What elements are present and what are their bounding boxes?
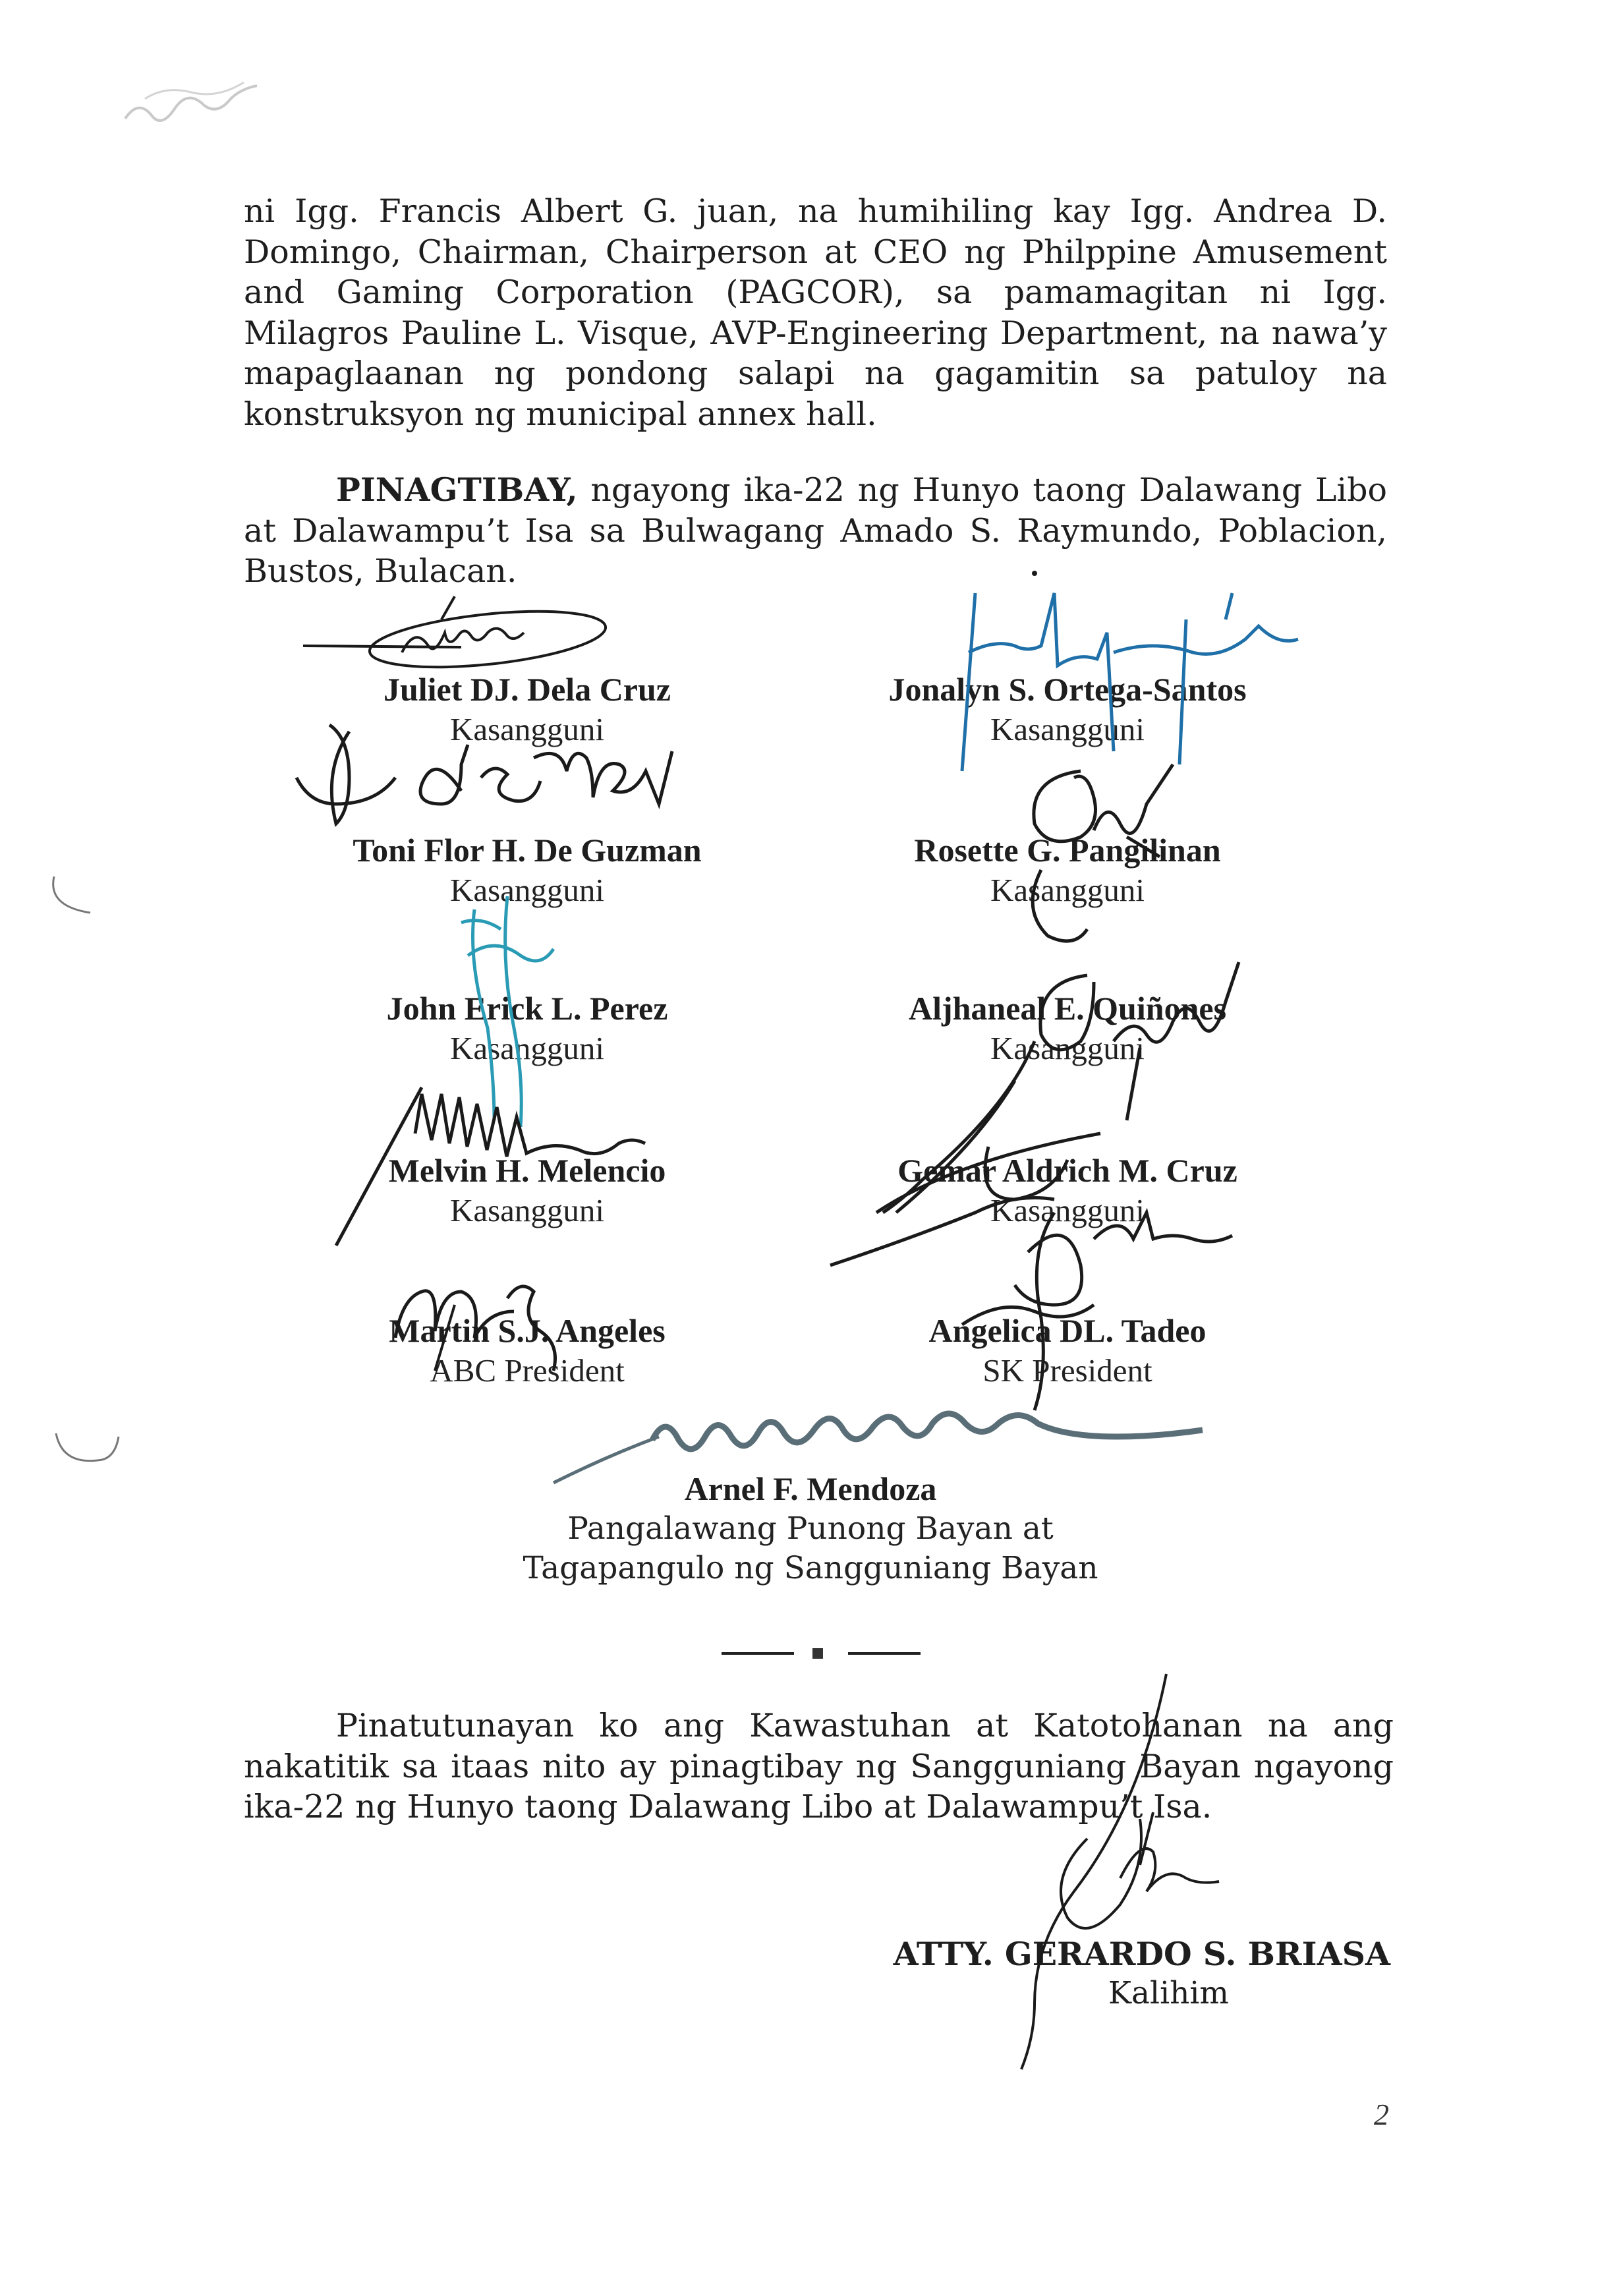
signatory-title: Kasangguni [449, 1030, 605, 1066]
signatory-title: SK President [982, 1352, 1152, 1389]
section-divider [715, 1643, 926, 1663]
binder-hole-mark [46, 870, 99, 923]
page-number: 2 [1374, 2098, 1389, 2131]
secretary-title: Kalihim [1108, 1975, 1229, 2011]
signatory-title: Kasangguni [449, 1192, 605, 1228]
signatory-name: Angelica DL. Tadeo [928, 1312, 1207, 1349]
signatory-name: Jonalyn S. Ortega-Santos [888, 671, 1247, 708]
certification-paragraph [244, 1706, 1394, 1827]
signatory-title: Kasangguni [990, 1192, 1145, 1228]
binder-hole-mark [49, 1427, 128, 1479]
presiding-officer-title-line1: Pangalawang Punong Bayan at [567, 1510, 1054, 1547]
pencil-scribble-mark [99, 59, 336, 152]
approval-text: ngayong ika-22 ng Hunyo taong Dalawang Libo at Dalawampu’t Isa sa Bulwagang Amado S. Raymundo, Poblacion, Bustos, Bulacan. [244, 471, 1387, 590]
signatory-block [771, 988, 1364, 1068]
signatory-block [231, 669, 824, 749]
signatory-block [771, 830, 1364, 910]
signatory-title: Kasangguni [449, 711, 605, 747]
secretary-block [758, 1934, 1390, 2013]
signatory-name: Melvin H. Melencio [388, 1152, 666, 1189]
signatory-name: Rosette G. Pangilinan [914, 832, 1221, 869]
signatory-name: Martin S.J. Angeles [389, 1312, 666, 1349]
signatory-block [231, 1310, 824, 1391]
secretary-name: ATTY. GERARDO S. BRIASA [893, 1935, 1390, 1973]
signatory-title: Kasangguni [990, 711, 1145, 747]
signatory-block [771, 1150, 1364, 1230]
signatory-name: Aljhaneal E. Quiñones [908, 990, 1227, 1027]
signatory-title: Kasangguni [990, 872, 1145, 908]
approval-paragraph [244, 470, 1387, 592]
signatory-title: Kasangguni [449, 872, 605, 908]
signatory-title: ABC President [430, 1352, 625, 1389]
signatory-name: Toni Flor H. De Guzman [353, 832, 702, 869]
signatory-block [231, 830, 824, 910]
divider-square [812, 1648, 823, 1659]
approved-label: PINAGTIBAY, [336, 471, 578, 509]
signatory-name: Juliet DJ. Dela Cruz [383, 671, 671, 708]
signatory-name: John Erick L. Perez [386, 990, 668, 1027]
presiding-officer-block [514, 1468, 1107, 1588]
signatory-block [231, 1150, 824, 1230]
divider-line [722, 1652, 794, 1655]
signatory-block [231, 988, 824, 1068]
signatory-name: Gemar Aldrich M. Cruz [897, 1152, 1237, 1189]
signatory-block [771, 669, 1364, 749]
signatory-block [771, 1310, 1364, 1391]
presiding-officer-name: Arnel F. Mendoza [684, 1470, 937, 1507]
divider-line [848, 1652, 921, 1655]
certification-text: Pinatutunayan ko ang Kawastuhan at Katotohanan na ang nakatitik sa itaas nito ay pinagtibay ng Sangguniang Bayan ngayong ika-22 ng Hunyo taong Dalawang Libo at Dalawampu’t Isa. [244, 1707, 1394, 1825]
signatory-title: Kasangguni [990, 1030, 1145, 1066]
resolution-continuation-paragraph: ni Igg. Francis Albert G. juan, na humihiling kay Igg. Andrea D. Domingo, Chairman, Chairperson at CEO ng Philppine Amusement and Gaming Corporation (PAGCOR), sa pamamagitan ni Igg. Milagros Pauline L. Visque, AVP-Engineering Department, na nawa’y mapaglaanan ng pondong salapi na gagamitin sa patuloy na konstruksyon ng municipal annex hall. [244, 192, 1387, 433]
presiding-officer-title-line2: Tagapangulo ng Sangguniang Bayan [523, 1550, 1098, 1586]
